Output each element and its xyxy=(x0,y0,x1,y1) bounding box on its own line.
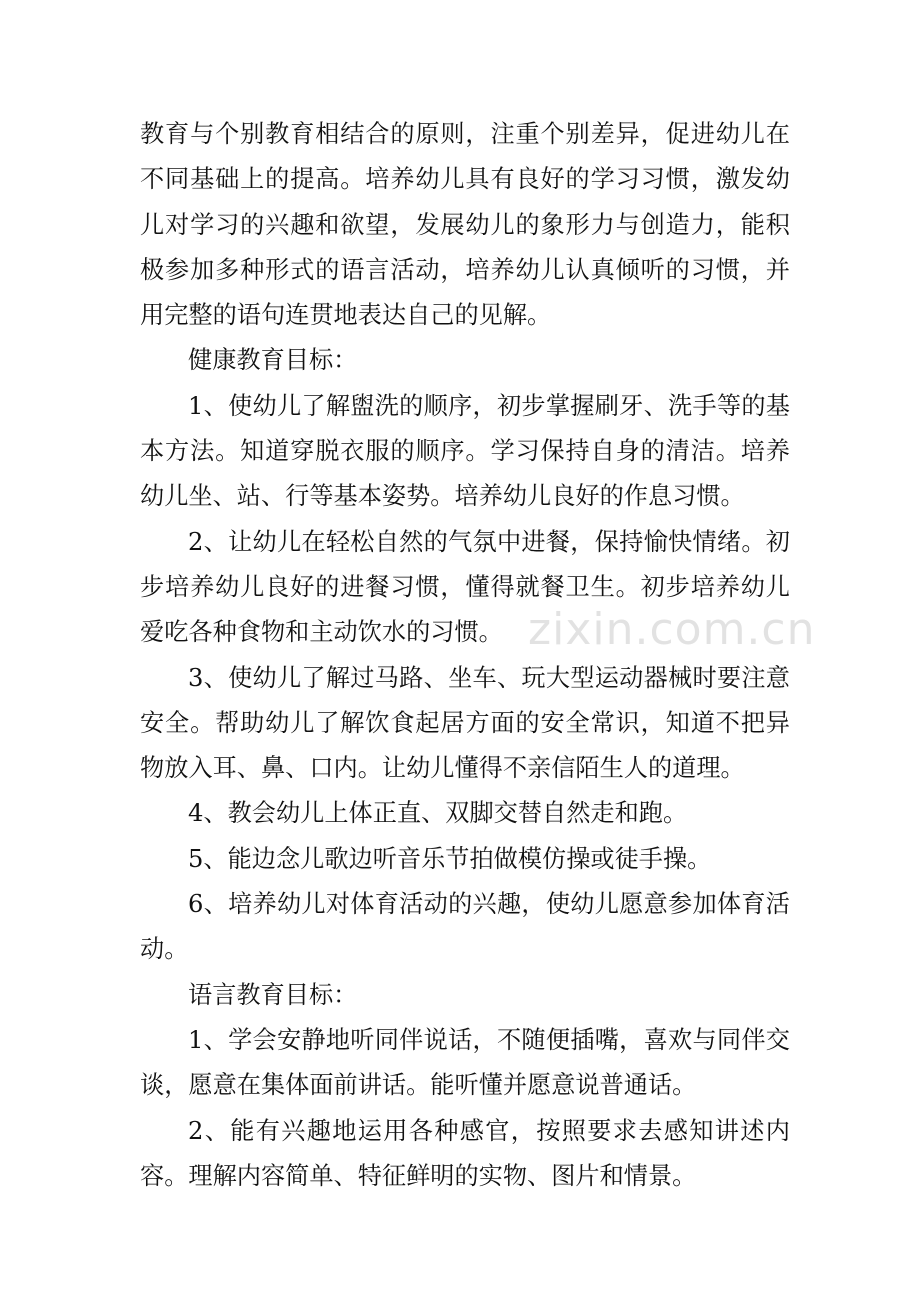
language-goal-2: 2、能有兴趣地运用各种感官，按照要求去感知讲述内容。理解内容简单、特征鲜明的实物、图片和情景。 xyxy=(140,1116,790,1190)
section-heading-language: 语言教育目标： xyxy=(188,980,358,1009)
health-goal-5: 5、能边念儿歌边听音乐节拍做模仿操或徒手操。 xyxy=(188,844,712,873)
section-heading-health: 健康教育目标： xyxy=(188,346,358,375)
document-body xyxy=(140,112,790,1199)
health-goal-2: 2、让幼儿在轻松自然的气氛中进餐，保持愉快情绪。初步培养幼儿良好的进餐习惯，懂得就餐卫生。初步培养幼儿爱吃各种食物和主动饮水的习惯。 xyxy=(140,527,790,647)
health-goal-1: 1、使幼儿了解盥洗的顺序，初步掌握刷牙、洗手等的基本方法。知道穿脱衣服的顺序。学习保持自身的清洁。培养幼儿坐、站、行等基本姿势。培养幼儿良好的作息习惯。 xyxy=(140,391,790,511)
health-goal-6: 6、培养幼儿对体育活动的兴趣，使幼儿愿意参加体育活动。 xyxy=(140,890,790,964)
language-goal-1: 1、学会安静地听同伴说话，不随便插嘴，喜欢与同伴交谈，愿意在集体面前讲话。能听懂并愿意说普通话。 xyxy=(140,1025,790,1100)
health-goal-3: 3、使幼儿了解过马路、坐车、玩大型运动器械时要注意安全。帮助幼儿了解饮食起居方面的安全常识，知道不把异物放入耳、鼻、口内。让幼儿懂得不亲信陌生人的道理。 xyxy=(140,663,790,783)
health-goal-4: 4、教会幼儿上体正直、双脚交替自然走和跑。 xyxy=(188,799,688,828)
paragraph-continuation: 教育与个别教育相结合的原则，注重个别差异，促进幼儿在不同基础上的提高。培养幼儿具有良好的学习习惯，激发幼儿对学习的兴趣和欲望，发展幼儿的象形力与创造力，能积极参加多种形式的语言活动，培养幼儿认真倾听的习惯，并用完整的语句连贯地表达自己的见解。 xyxy=(140,120,790,330)
watermark: zixin.com.cn xyxy=(528,604,816,655)
